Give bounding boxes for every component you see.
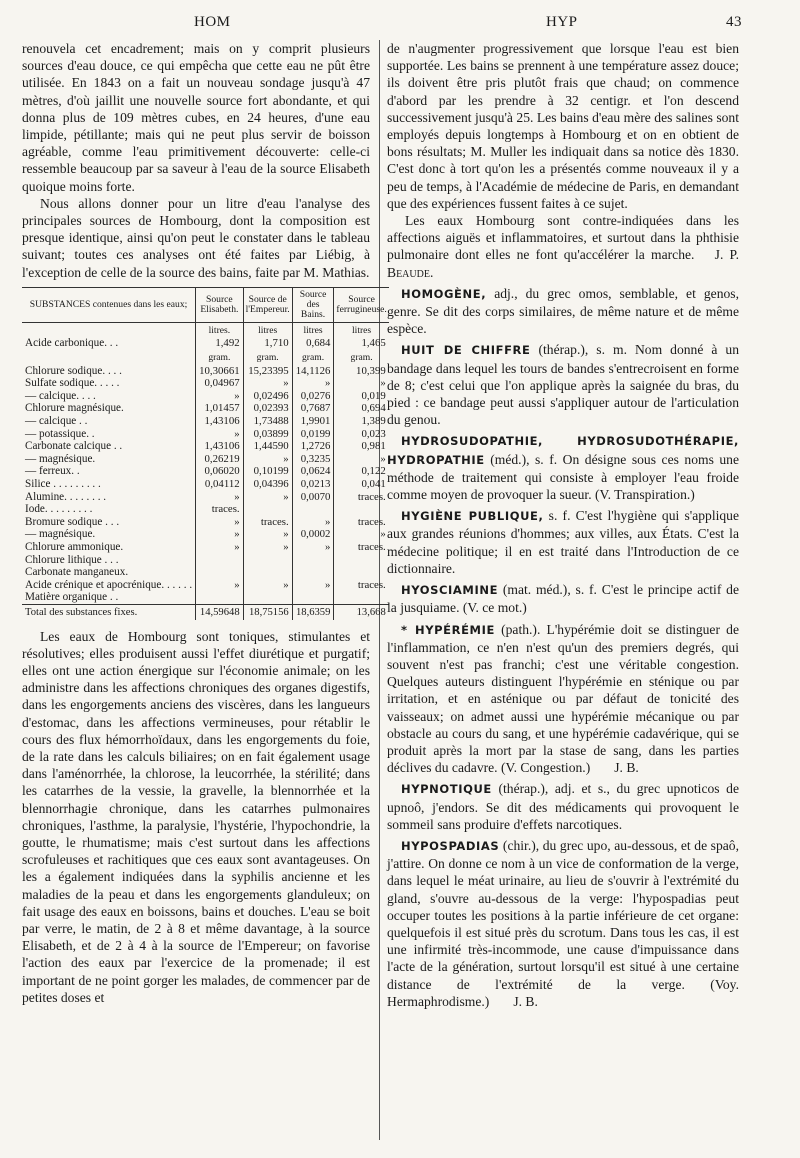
substance-name: Acide carbonique. . . bbox=[25, 337, 119, 350]
table-cell bbox=[292, 591, 334, 604]
table-cell: » bbox=[243, 579, 292, 592]
table-cell: traces. bbox=[334, 541, 389, 554]
table-cell bbox=[334, 566, 389, 579]
author-signature: J. B. bbox=[513, 993, 538, 1009]
substance-name: Silice . . . . . . . . . bbox=[25, 477, 101, 490]
table-cell: » bbox=[334, 528, 389, 541]
table-body bbox=[22, 322, 389, 619]
table-header-cell: Source de l'Empereur. bbox=[243, 287, 292, 322]
substance-name: Carbonate manganeux. bbox=[25, 566, 129, 579]
dictionary-entry bbox=[387, 837, 739, 1010]
entry-definition: adj., du grec omos, semblable, et genos, genre. Se dit des corps similaires, de même nature et de même espèce. bbox=[387, 285, 739, 337]
dictionary-entry bbox=[387, 285, 739, 338]
table-cell: 10,30661 bbox=[196, 365, 244, 378]
table-cell: 1,465 bbox=[334, 337, 389, 350]
substance-name: Matière organique . . bbox=[25, 591, 119, 604]
table-cell: » bbox=[334, 377, 389, 390]
table-cell: 0,0070 bbox=[292, 491, 334, 504]
substance-name: Carbonate calcique . . bbox=[25, 440, 123, 453]
substance-name: Total des substances fixes. bbox=[22, 604, 196, 619]
entry-definition: s. f. C'est l'hygiène qui s'applique aux grandes réunions d'hommes; aux villes, aux États. C'est la médecine politique; il en est traité dans l'Introduction de ce dictionnaire. bbox=[387, 508, 739, 576]
entry-term: HOMOGÈNE, bbox=[401, 286, 487, 301]
unit-label: gram. bbox=[196, 350, 244, 365]
dictionary-entry bbox=[387, 341, 739, 428]
table-cell bbox=[292, 503, 334, 516]
table-cell: traces. bbox=[196, 503, 244, 516]
table-cell: 0,04967 bbox=[196, 377, 244, 390]
table-cell: » bbox=[243, 528, 292, 541]
table-cell: 0,02393 bbox=[243, 402, 292, 415]
paragraph-text: Les eaux Hombourg sont contre-indiquées dans les affections aiguës et inflammatoires, et surtout dans la phthisie pulmonaire dont elles ne font qu'accélérer la marche. bbox=[387, 213, 739, 263]
table-cell: 0,06020 bbox=[196, 465, 244, 478]
author-signature: J. B. bbox=[614, 760, 639, 776]
unit-row bbox=[22, 322, 389, 337]
table-cell: 1,2726 bbox=[292, 440, 334, 453]
table-row bbox=[22, 440, 389, 453]
table-cell: 13,668 bbox=[334, 604, 389, 619]
table-row bbox=[22, 365, 389, 378]
table-cell: 14,59648 bbox=[196, 604, 244, 619]
entry-term: HYPOSPADIAS bbox=[401, 838, 500, 853]
table-cell bbox=[22, 322, 196, 337]
table-cell bbox=[243, 591, 292, 604]
table-cell: 1,43106 bbox=[196, 415, 244, 428]
entry-term: HYOSCIAMINE bbox=[401, 583, 499, 598]
entry-definition: (méd.), s. f. On désigne sous ces noms une méthode de traitement qui consiste à employer l'eau froide comme moyen de provoquer la sueur. (V. Transpiration.) bbox=[387, 451, 740, 503]
table-row bbox=[22, 566, 389, 579]
table-cell: 0,04396 bbox=[243, 478, 292, 491]
table-row bbox=[22, 541, 389, 554]
unit-label: litres bbox=[334, 322, 389, 337]
table-cell bbox=[292, 554, 334, 567]
substance-name: Alumine. . . . . . . . bbox=[25, 490, 107, 503]
entry-definition: (mat. méd.), s. f. C'est le principe actif de la jusquiame. (V. ce mot.) bbox=[387, 582, 739, 616]
table-cell: 0,03899 bbox=[243, 428, 292, 441]
table-cell: 0,694 bbox=[334, 402, 389, 415]
table-row bbox=[22, 402, 389, 415]
table-cell bbox=[196, 591, 244, 604]
table-cell: » bbox=[243, 491, 292, 504]
table-row bbox=[22, 591, 389, 604]
table-row bbox=[22, 337, 389, 350]
table-cell bbox=[196, 566, 244, 579]
table-cell: 14,1126 bbox=[292, 365, 334, 378]
table-row bbox=[22, 579, 389, 592]
substance-name: Sulfate sodique. . . . . bbox=[25, 377, 120, 390]
unit-label: litres bbox=[292, 322, 334, 337]
substance-name: Chlorure magnésique. bbox=[25, 402, 124, 415]
substance-name: — magnésique. bbox=[25, 452, 96, 465]
table-row bbox=[22, 604, 389, 619]
dictionary-entries bbox=[387, 285, 739, 1010]
table-cell: » bbox=[196, 491, 244, 504]
entry-term: HUIT DE CHIFFRE bbox=[401, 343, 531, 358]
dictionary-entry bbox=[387, 621, 739, 777]
table-cell: 0,26219 bbox=[196, 453, 244, 466]
table-cell: 0,023 bbox=[334, 428, 389, 441]
table-cell: » bbox=[196, 428, 244, 441]
substance-name: — calcique . . bbox=[25, 415, 88, 427]
table-cell bbox=[22, 350, 196, 365]
table-cell: 1,43106 bbox=[196, 440, 244, 453]
table-cell: 0,981 bbox=[334, 440, 389, 453]
table-cell: 0,02496 bbox=[243, 390, 292, 403]
table-cell: » bbox=[243, 453, 292, 466]
table-header-row bbox=[22, 287, 389, 322]
table-cell: 1,389 bbox=[334, 415, 389, 428]
table-cell: 10,399 bbox=[334, 365, 389, 378]
table-cell bbox=[334, 554, 389, 567]
table-row bbox=[22, 415, 389, 428]
table-cell: 1,73488 bbox=[243, 415, 292, 428]
unit-label: litres. bbox=[196, 322, 244, 337]
table-cell: 0,3235 bbox=[292, 453, 334, 466]
table-cell: traces. bbox=[334, 579, 389, 592]
dictionary-entry bbox=[387, 780, 739, 833]
table-header-cell: Source Elisabeth. bbox=[196, 287, 244, 322]
table-cell: 0,041 bbox=[334, 478, 389, 491]
table-cell: » bbox=[196, 516, 244, 529]
dictionary-entry bbox=[387, 507, 739, 577]
table-cell: 0,019 bbox=[334, 390, 389, 403]
unit-row bbox=[22, 350, 389, 365]
table-cell: traces. bbox=[243, 516, 292, 529]
entry-term: HYGIÈNE PUBLIQUE, bbox=[401, 509, 544, 524]
paragraph: Nous allons donner pour un litre d'eau l'analyse des principales sources de Hombourg, dont la composition est presque identique, ainsi qu'on peut le constater dans le tableau suivant; toutes ces analyses ont été faites par Liébig, à l'exception de celle de la source des bains, faite par M. Mathias. bbox=[22, 195, 370, 280]
table-cell: 1,492 bbox=[196, 337, 244, 350]
table-row bbox=[22, 465, 389, 478]
table-cell: 18,6359 bbox=[292, 604, 334, 619]
unit-label: litres bbox=[243, 322, 292, 337]
table-row bbox=[22, 390, 389, 403]
table-cell: 18,75156 bbox=[243, 604, 292, 619]
table-cell: 0,122 bbox=[334, 465, 389, 478]
table-cell: » bbox=[292, 541, 334, 554]
table-row bbox=[22, 503, 389, 516]
table-cell: » bbox=[196, 579, 244, 592]
entry-definition: (path.). L'hypérémie doit se distinguer de l'inflammation, ce n'en n'est qu'un des premiers degrés, qui souvent n'est pas franchi; c'est une véritable congestion. Quelques auteurs distinguent l'hypérémie en sténique ou par irritation, et en asténique ou par défaut de tonicité des vaisseaux; on admet aussi une hypérémie mécanique ou par obstacle au cours du sang, et une hypérémie cadavérique, qui se produit après la mort par la stase de sang, dans les parties déclives du cadavre. (V. Congestion.) bbox=[387, 621, 739, 776]
table-cell: » bbox=[334, 453, 389, 466]
table-cell: 0,04112 bbox=[196, 478, 244, 491]
table-row bbox=[22, 554, 389, 567]
table-cell: » bbox=[292, 579, 334, 592]
left-column bbox=[22, 40, 387, 1006]
table-cell: traces. bbox=[334, 491, 389, 504]
table-cell: » bbox=[292, 516, 334, 529]
table-cell: » bbox=[196, 541, 244, 554]
substance-name: Iode. . . . . . . . . bbox=[25, 503, 93, 516]
entry-term: * HYPÉRÉMIE bbox=[401, 622, 495, 637]
table-row bbox=[22, 491, 389, 504]
table-header-cell: SUBSTANCES contenues dans les eaux; bbox=[22, 287, 196, 322]
table-cell: 1,9901 bbox=[292, 415, 334, 428]
table-cell: 0,0199 bbox=[292, 428, 334, 441]
table-cell: 0,0002 bbox=[292, 528, 334, 541]
unit-label: gram. bbox=[334, 350, 389, 365]
unit-label: gram. bbox=[243, 350, 292, 365]
entry-term: HYDROSUDOPATHIE, HYDROSUDOTHÉRAPIE, HYDROPATHIE bbox=[387, 434, 739, 467]
dictionary-entry bbox=[387, 581, 739, 616]
substance-name: Bromure sodique . . . bbox=[25, 515, 120, 528]
paragraph: renouvela cet encadrement; mais on y comprit plusieurs sources d'eau douce, ce qui empêcha que cette eau ne pût être utilisée. En 1843 on a fait un nouveau sondage jusqu'à 47 mètres, d'où jaillit une nouvelle source fort abondante, et qui donna plus de 109 mètres cubes, en 24 heures, d'une eau limpide, pétillante; mais qui ne peut plus servir de boisson agréable, comme l'eau primitivement découverte: celle-ci ressemble beaucoup par sa saveur à l'eau de la source Elisabeth quoique moins forte. bbox=[22, 41, 370, 194]
substance-name: Acide crénique et apocrénique. . . . . . bbox=[25, 578, 193, 591]
table-cell: » bbox=[243, 541, 292, 554]
table-cell: 0,7687 bbox=[292, 402, 334, 415]
table-cell: traces. bbox=[334, 516, 389, 529]
table-cell: 15,23395 bbox=[243, 365, 292, 378]
paragraph: de n'augmenter progressivement que lorsque l'eau est bien supportée. Les bains se prennent à une température assez douce; ils doivent être pris plutôt frais que chaud; on commence d'abord par les prendre à 32 centigr. et l'on descend successivement jusqu'à 25. Les bains d'eau mère des salines sont employés depuis longtemps à Hombourg et on en obtient de bons résultats; M. Muller les indiquait dans sa notice dès 1830. C'est donc à tort qu'on les a présentés comme nouveaux il y a peu de temps, à l'Académie de médecine de Paris, en demandant que des expériences fussent faites à ce sujet. bbox=[387, 41, 739, 211]
table-row bbox=[22, 528, 389, 541]
table-cell: » bbox=[196, 390, 244, 403]
table-header-cell: Source ferrugineuse. bbox=[334, 287, 389, 322]
table-cell bbox=[243, 503, 292, 516]
substance-name: Chlorure sodique. . . . bbox=[25, 364, 122, 377]
table-cell: 0,10199 bbox=[243, 465, 292, 478]
table-cell: 1,710 bbox=[243, 337, 292, 350]
entry-term: HYPNOTIQUE bbox=[401, 782, 492, 797]
table-cell bbox=[292, 566, 334, 579]
table-cell: 0,0213 bbox=[292, 478, 334, 491]
table-cell: 0,0276 bbox=[292, 390, 334, 403]
dictionary-entry bbox=[387, 432, 739, 503]
running-head-right: HYP bbox=[546, 14, 578, 30]
unit-label: gram. bbox=[292, 350, 334, 365]
table-row bbox=[22, 478, 389, 491]
paragraph: Les eaux de Hombourg sont toniques, stimulantes et résolutives; elles produisent aussi l'effet diurétique et purgatif; elles ont une action énergique sur l'économie animale; on les administre dans les affections chroniques des organes digestifs, dans les engorgements anciens des viscères, dans les langueurs d'estomac, dans les affections vermineuses, pour rétablir le cours des flux hémorrhoïdaux, dans les engorgements du foie, de la rate dans les calculs biliaires; on en fait également usage dans l'aménorrhée, la chlorose, la leucorrhée, la stérilité; dans les catarrhes de la vessie, la gravelle, la blennorrhée et la blennorrhagie chronique, dans les catarrhes pulmonaires chroniques, l'asthme, la paralysie, l'hystérie, l'hypochondrie, la goutte, le rhumatisme; mais c'est surtout dans les affections scrofuleuses et rachitiques que ces eaux sont avantageuses. On les a également indiquées dans la syphilis ancienne et les maladies de la peau et dans les engorgements glanduleux; on fait usage des eaux en boissons, bains et douches. L'eau se boit par verre, le matin, de 2 à 8 et même davantage, à la source Elisabeth, et de 2 à 4 à la source de l'Empereur; on favorise l'action des eaux par l'exercice de la promenade; il est important de ne point gorger les malades, de commencer par de petites doses et bbox=[22, 628, 370, 1005]
table-cell: » bbox=[292, 377, 334, 390]
table-header-cell: Source des Bains. bbox=[292, 287, 334, 322]
substance-name: Chlorure lithique . . . bbox=[25, 553, 119, 566]
entry-definition: (thérap.), s. m. Nom donné à un bandage dans lequel les tours de bandes s'entrecroisent en forme de 8; c'est celui que l'on applique après la saignée du bras, du pied : ce bandage peut aussi s'appliquer autour de l'articulation du genou. bbox=[387, 342, 740, 428]
running-head-left: HOM bbox=[194, 14, 231, 30]
table-cell: » bbox=[196, 528, 244, 541]
table-cell: 1,44590 bbox=[243, 440, 292, 453]
substance-name: — ferreux. . bbox=[25, 465, 80, 478]
table-cell: 0,0624 bbox=[292, 465, 334, 478]
entry-definition: (thérap.), adj. et s., du grec upnoticos de upnoô, j'endors. Se dit des médicaments qui provoquent le sommeil sans produire d'effets narcotiques. bbox=[387, 781, 739, 832]
substance-name: — potassique. . bbox=[25, 427, 95, 440]
table-row bbox=[22, 377, 389, 390]
table-cell: » bbox=[243, 377, 292, 390]
paragraph bbox=[387, 212, 739, 281]
table-cell bbox=[243, 566, 292, 579]
substance-name: Chlorure ammonique. bbox=[25, 540, 124, 553]
table-cell bbox=[334, 591, 389, 604]
analysis-table bbox=[22, 287, 389, 620]
substance-name: — calcique. . . . bbox=[25, 389, 96, 402]
table-row bbox=[22, 428, 389, 441]
table-row bbox=[22, 453, 389, 466]
table-cell: 0,684 bbox=[292, 337, 334, 350]
right-column bbox=[387, 40, 739, 1010]
table-cell: 1,01457 bbox=[196, 402, 244, 415]
substance-name: — magnésique. bbox=[25, 528, 96, 541]
table-row bbox=[22, 516, 389, 529]
entry-definition: (chir.), du grec upo, au-dessous, et de spaô, j'attire. On donne ce nom à un vice de conformation de la verge, dans lequel le méat urinaire, au lieu de s'ouvrir à l'extrémité du gland, s'ouvre au-dessous de la verge: l'hypospadias peut occuper toutes les positions à la partie inférieure de cet organe: quelquefois il est situé près du scrotum. Dans tous les cas, il est une infirmité très-incommode, une cause d'impuissance dans l'acte de la génération, surtout lorsqu'il est situé à une certaine distance de l'extrémité de la verge. (Voy. Hermaphrodisme.) bbox=[387, 837, 739, 1009]
table-cell bbox=[196, 554, 244, 567]
table-cell bbox=[243, 554, 292, 567]
table-cell bbox=[334, 503, 389, 516]
page-header bbox=[0, 14, 800, 38]
author-signature: J. P. Beaude. bbox=[387, 247, 740, 280]
page-number: 43 bbox=[726, 14, 742, 30]
